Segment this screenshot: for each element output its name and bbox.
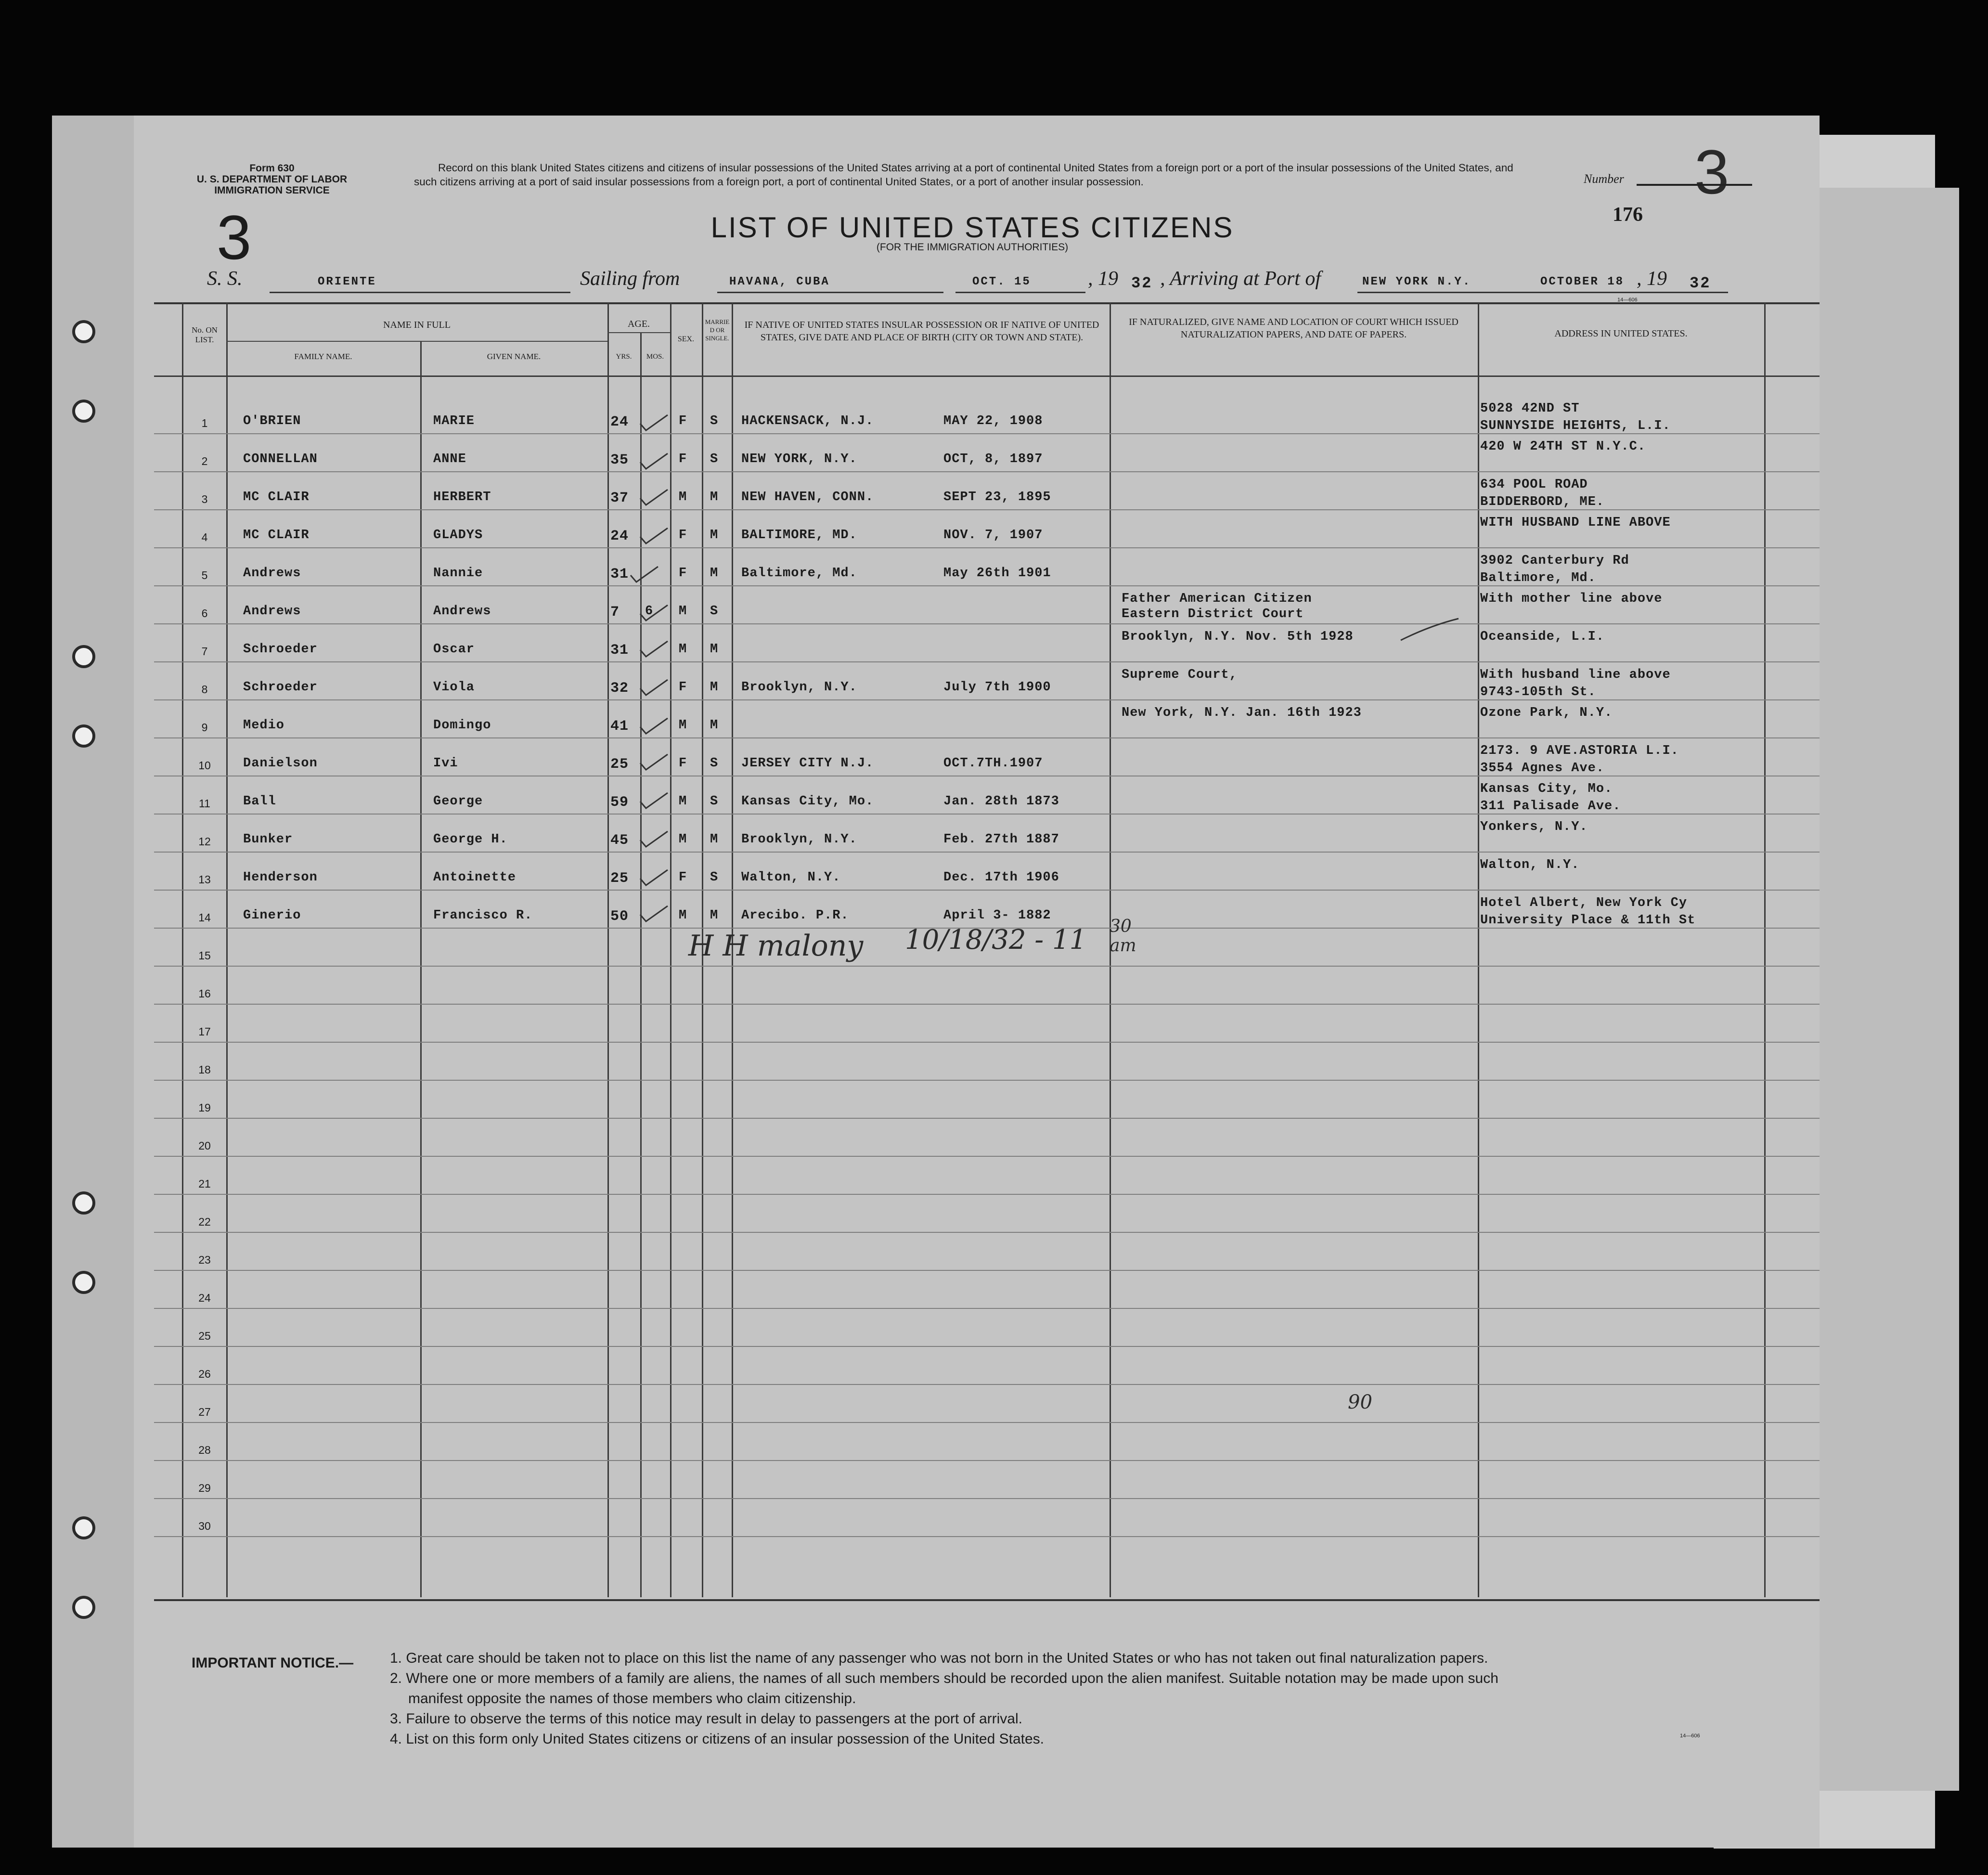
address-line-2: 311 Palisade Ave.	[1480, 799, 1621, 814]
sex: M	[679, 794, 687, 809]
row-line	[154, 966, 1820, 967]
row-number: 28	[198, 1444, 211, 1456]
marital-status: M	[710, 528, 719, 543]
birth-place: Baltimore, Md.	[741, 566, 857, 581]
row-number: 17	[198, 1025, 211, 1038]
address-line-1: 634 POOL ROAD	[1480, 478, 1588, 492]
birth-date: Dec. 17th 1906	[943, 870, 1059, 885]
age-years: 24	[610, 528, 629, 544]
marital-status: M	[710, 566, 719, 581]
given-name: Oscar	[433, 642, 475, 657]
row-number: 24	[198, 1292, 211, 1304]
stray-mark: 90	[1348, 1391, 1372, 1413]
row-line	[154, 1042, 1820, 1043]
row-line	[154, 1422, 1820, 1423]
row-number: 16	[198, 987, 211, 1000]
given-name: Francisco R.	[433, 908, 533, 923]
marital-status: M	[710, 490, 719, 504]
row-line	[154, 1270, 1820, 1271]
date-underline	[955, 292, 1085, 293]
row-line	[154, 1004, 1820, 1005]
row-number: 19	[198, 1101, 211, 1114]
birth-place: Arecibo. P.R.	[741, 908, 849, 923]
sex: M	[679, 832, 687, 847]
binder-hole	[72, 645, 95, 668]
given-name: MARIE	[433, 414, 475, 428]
row-number: 10	[198, 759, 211, 772]
row-line	[154, 661, 1820, 662]
row-line	[154, 1346, 1820, 1347]
age-years: 45	[610, 832, 629, 849]
department: U. S. DEPARTMENT OF LABOR	[196, 174, 348, 185]
marital-status: S	[710, 794, 719, 809]
header-divider	[154, 375, 1820, 377]
instruction-text: Record on this blank United States citizens and citizens of insular possessions of the United States arriving at a port of continental United States from a foreign port or a port of the insular possessions of the United States, and such citizens arriving at a port of said insular possessions from a foreign port, a port of continental United States, or a port of another insular possession.	[414, 162, 1513, 188]
print-code: 14—606	[1617, 297, 1638, 303]
birth-date: Jan. 28th 1873	[943, 794, 1059, 809]
address-line-2: SUNNYSIDE HEIGHTS, L.I.	[1480, 419, 1671, 433]
sailing-underline	[717, 292, 943, 293]
sex: M	[679, 908, 687, 923]
birth-date: OCT, 8, 1897	[943, 452, 1043, 466]
notice-label: IMPORTANT NOTICE.—	[192, 1655, 354, 1671]
address-line-1: 420 W 24TH ST N.Y.C.	[1480, 440, 1646, 454]
address-line-1: Walton, N.Y.	[1480, 858, 1580, 872]
row-line	[154, 699, 1820, 700]
given-name: Antoinette	[433, 870, 516, 885]
notice-item-2-cont: manifest opposite the names of those members who claim citizenship.	[408, 1691, 856, 1707]
row-line	[154, 852, 1820, 853]
row-number: 7	[201, 645, 208, 658]
handwritten-mark: 3	[217, 202, 252, 272]
family-name: Danielson	[243, 756, 318, 771]
row-number: 18	[198, 1063, 211, 1076]
col-divider	[1478, 302, 1479, 1597]
marital-status: M	[710, 908, 719, 923]
back-sheet-2	[1820, 188, 1959, 1791]
row-number: 14	[198, 911, 211, 924]
birth-place: JERSEY CITY N.J.	[741, 756, 874, 771]
form-block	[168, 163, 375, 196]
marital-status: S	[710, 414, 719, 428]
given-name: HERBERT	[433, 490, 491, 504]
header-no: No. ON LIST.	[192, 325, 218, 344]
sex: F	[679, 566, 687, 581]
header-given-name: GIVEN NAME.	[487, 352, 541, 361]
birth-place: Brooklyn, N.Y.	[741, 832, 857, 847]
row-line	[154, 471, 1820, 472]
family-name: Andrews	[243, 566, 301, 581]
marital-status: M	[710, 680, 719, 695]
binder-hole	[72, 1191, 95, 1215]
row-line	[154, 547, 1820, 548]
row-number: 5	[201, 569, 208, 582]
row-line	[154, 1194, 1820, 1195]
check-marks	[602, 404, 679, 934]
age-subheader-line	[607, 332, 670, 333]
naturalization-line-1: New York, N.Y. Jan. 16th 1923	[1122, 706, 1362, 720]
row-line	[154, 1080, 1820, 1081]
birth-date: NOV. 7, 1907	[943, 528, 1043, 543]
age-years: 37	[610, 490, 629, 506]
row-line	[154, 1308, 1820, 1309]
row-line	[154, 1384, 1820, 1385]
marital-status: M	[710, 832, 719, 847]
header-address: ADDRESS IN UNITED STATES.	[1554, 328, 1688, 339]
birth-date: July 7th 1900	[943, 680, 1051, 695]
notice-item-4: 4. List on this form only United States citizens or citizens of an insular possession of the United States.	[390, 1731, 1045, 1747]
service: IMMIGRATION SERVICE	[214, 185, 330, 196]
number-underline	[1637, 184, 1752, 186]
row-line	[154, 1460, 1820, 1461]
arrival-port: NEW YORK N.Y.	[1362, 275, 1472, 288]
naturalization-line-2: Eastern District Court	[1122, 607, 1304, 621]
family-name: Bunker	[243, 832, 293, 847]
birth-place: Walton, N.Y.	[741, 870, 841, 885]
row-line	[154, 1156, 1820, 1157]
row-line	[154, 1232, 1820, 1233]
address-line-1: Kansas City, Mo.	[1480, 782, 1613, 796]
sex: F	[679, 452, 687, 466]
birth-date: April 3- 1882	[943, 908, 1051, 923]
binding-edge	[52, 116, 134, 1848]
family-name: Andrews	[243, 604, 301, 619]
header-sex: SEX.	[677, 335, 695, 343]
marital-status: S	[710, 756, 719, 771]
birth-place: HACKENSACK, N.J.	[741, 414, 874, 428]
given-name: George	[433, 794, 483, 809]
row-number: 26	[198, 1368, 211, 1380]
binder-hole	[72, 320, 95, 343]
sex: M	[679, 604, 687, 619]
address-line-1: With mother line above	[1480, 592, 1663, 606]
address-line-2: 3554 Agnes Ave.	[1480, 761, 1605, 776]
arrival-year-prefix: , 19	[1637, 268, 1667, 290]
binder-hole	[72, 1596, 95, 1619]
arrival-year: 32	[1690, 274, 1711, 292]
address-line-1: Yonkers, N.Y.	[1480, 820, 1588, 834]
header-birth: IF NATIVE OF UNITED STATES INSULAR POSSESSION OR IF NATIVE OF UNITED STATES, GIVE DATE AND PLACE OF BIRTH (CITY OR TOWN AND STATE).	[744, 320, 1099, 343]
age-years: 25	[610, 756, 629, 773]
row-number: 21	[198, 1177, 211, 1190]
page-subtitle: (FOR THE IMMIGRATION AUTHORITIES)	[876, 242, 1069, 253]
age-years: 59	[610, 794, 629, 811]
row-number: 23	[198, 1254, 211, 1266]
row-line	[154, 1536, 1820, 1537]
binder-hole	[72, 1516, 95, 1539]
marital-status: M	[710, 718, 719, 733]
sailing-label: Sailing from	[580, 268, 680, 290]
age-months: 6	[645, 604, 654, 619]
family-name: Ginerio	[243, 908, 301, 923]
inspection-date: 10/18/32 - 11	[905, 924, 1087, 956]
row-number: 8	[201, 683, 208, 696]
notice-item-2: 2. Where one or more members of a family are aliens, the names of all such members should be recorded upon the alien manifest. Suitable notation may be made upon such	[390, 1670, 1498, 1686]
birth-date: OCT.7TH.1907	[943, 756, 1043, 771]
number-value: 3	[1694, 137, 1730, 207]
sailing-year: 32	[1131, 274, 1153, 292]
naturalization-line-1: Father American Citizen	[1122, 592, 1312, 606]
row-number: 9	[201, 721, 208, 734]
given-name: Domingo	[433, 718, 491, 733]
address-line-1: Hotel Albert, New York Cy	[1480, 896, 1688, 910]
marital-status: S	[710, 870, 719, 885]
row-number: 22	[198, 1216, 211, 1228]
arrival-date: OCTOBER 18	[1540, 275, 1625, 288]
row-number: 30	[198, 1520, 211, 1532]
binder-hole	[72, 400, 95, 423]
row-number: 29	[198, 1482, 211, 1494]
birth-date: May 26th 1901	[943, 566, 1051, 581]
header-yrs: YRS.	[616, 353, 632, 361]
family-name: MC CLAIR	[243, 528, 310, 543]
year-prefix: , 19	[1088, 268, 1118, 290]
port-underline	[1357, 292, 1728, 293]
family-name: Medio	[243, 718, 285, 733]
given-name: Nannie	[433, 566, 483, 581]
row-number: 12	[198, 835, 211, 848]
age-years: 50	[610, 908, 629, 925]
row-number: 2	[201, 455, 208, 467]
birth-date: SEPT 23, 1895	[943, 490, 1051, 504]
sex: M	[679, 718, 687, 733]
sex: M	[679, 642, 687, 657]
address-line-2: University Place & 11th St	[1480, 913, 1696, 928]
family-name: MC CLAIR	[243, 490, 310, 504]
row-line	[154, 623, 1820, 624]
row-line	[154, 509, 1820, 510]
page-number: 176	[1613, 204, 1643, 226]
address-line-1: With husband line above	[1480, 668, 1671, 682]
notice-item-1: 1. Great care should be taken not to place on this list the name of any passenger who was not born in the United States or who has not taken out final naturalization papers.	[390, 1650, 1488, 1666]
sex: M	[679, 490, 687, 504]
row-line	[154, 585, 1820, 586]
age-years: 31	[610, 642, 629, 659]
name-subheader-line	[226, 341, 607, 342]
age-years: 24	[610, 414, 629, 430]
row-line	[154, 433, 1820, 434]
address-line-2: 9743-105th St.	[1480, 685, 1596, 699]
court-check	[1396, 616, 1463, 645]
birth-date: MAY 22, 1908	[943, 414, 1043, 428]
inspector-signature: H H malony	[688, 929, 864, 963]
birth-date: Feb. 27th 1887	[943, 832, 1059, 847]
row-number: 15	[198, 949, 211, 962]
birth-place: Brooklyn, N.Y.	[741, 680, 857, 695]
header-naturalized: IF NATURALIZED, GIVE NAME AND LOCATION OF COURT WHICH ISSUED NATURALIZATION PAPERS, AND DATE OF PAPERS.	[1129, 317, 1459, 340]
given-name: ANNE	[433, 452, 466, 466]
marital-status: S	[710, 452, 719, 466]
row-number: 1	[201, 417, 208, 429]
row-number: 13	[198, 873, 211, 886]
address-line-1: WITH HUSBAND LINE ABOVE	[1480, 516, 1671, 530]
row-line	[154, 737, 1820, 738]
col-divider	[420, 342, 422, 1597]
given-name: GLADYS	[433, 528, 483, 543]
row-number: 11	[199, 797, 210, 810]
col-divider	[1764, 302, 1766, 1597]
sex: F	[679, 680, 687, 695]
sex: F	[679, 528, 687, 543]
marital-status: M	[710, 642, 719, 657]
row-line	[154, 890, 1820, 891]
header-married: MARRIED OR SINGLE.	[705, 318, 730, 342]
row-number: 25	[198, 1330, 211, 1342]
header-name-in-full: NAME IN FULL	[383, 320, 451, 330]
birth-place: NEW HAVEN, CONN.	[741, 490, 874, 504]
given-name: George H.	[433, 832, 508, 847]
naturalization-line-1: Brooklyn, N.Y. Nov. 5th 1928	[1122, 630, 1354, 644]
binder-hole	[72, 724, 95, 748]
page-title: LIST OF UNITED STATES CITIZENS	[710, 211, 1234, 244]
age-years: 41	[610, 718, 629, 735]
given-name: Andrews	[433, 604, 491, 619]
family-name: O'BRIEN	[243, 414, 301, 428]
header-mos: MOS.	[646, 353, 664, 361]
row-line	[154, 1118, 1820, 1119]
age-years: 31	[610, 566, 629, 582]
col-divider	[226, 302, 228, 1597]
sex: F	[679, 414, 687, 428]
row-number: 6	[201, 607, 208, 620]
given-name: Viola	[433, 680, 475, 695]
naturalization-line-1: Supreme Court,	[1122, 668, 1238, 682]
ship-underline	[270, 292, 570, 293]
address-line-1: Ozone Park, N.Y.	[1480, 706, 1613, 720]
sailing-from: HAVANA, CUBA	[729, 275, 830, 288]
sex: F	[679, 870, 687, 885]
family-name: Schroeder	[243, 642, 318, 657]
birth-place: NEW YORK, N.Y.	[741, 452, 857, 466]
header-family-name: FAMILY NAME.	[294, 352, 352, 361]
family-name: Schroeder	[243, 680, 318, 695]
header-age: AGE.	[627, 319, 650, 329]
family-name: CONNELLAN	[243, 452, 318, 466]
ss-label: S. S.	[207, 268, 243, 290]
address-line-2: BIDDERBORD, ME.	[1480, 495, 1605, 509]
row-line	[154, 1498, 1820, 1499]
age-years: 7	[610, 604, 620, 621]
row-line	[154, 814, 1820, 815]
family-name: Henderson	[243, 870, 318, 885]
row-number: 27	[198, 1406, 211, 1418]
family-name: Ball	[243, 794, 276, 809]
address-line-1: 5028 42ND ST	[1480, 401, 1580, 416]
birth-place: BALTIMORE, MD.	[741, 528, 857, 543]
birth-place: Kansas City, Mo.	[741, 794, 874, 809]
marital-status: S	[710, 604, 719, 619]
age-years: 32	[610, 680, 629, 697]
age-years: 35	[610, 452, 629, 468]
sailing-date: OCT. 15	[972, 275, 1031, 288]
ship-name: ORIENTE	[318, 275, 376, 288]
row-number: 3	[201, 493, 208, 505]
binder-hole	[72, 1271, 95, 1294]
inspection-time: 30 am	[1110, 917, 1136, 956]
given-name: Ivi	[433, 756, 458, 771]
age-years: 25	[610, 870, 629, 887]
arriving-label: , Arriving at Port of	[1160, 268, 1321, 290]
number-label: Number	[1584, 172, 1624, 186]
sex: F	[679, 756, 687, 771]
form-number: Form 630	[249, 163, 295, 174]
row-number: 4	[201, 531, 208, 543]
notice-code: 14—606	[1680, 1733, 1700, 1739]
notice-item-3: 3. Failure to observe the terms of this notice may result in delay to passengers at the port of arrival.	[390, 1711, 1022, 1727]
address-line-1: Oceanside, L.I.	[1480, 630, 1605, 644]
address-line-1: 2173. 9 AVE.ASTORIA L.I.	[1480, 744, 1679, 758]
address-line-2: Baltimore, Md.	[1480, 571, 1596, 585]
row-number: 20	[198, 1139, 211, 1152]
address-line-1: 3902 Canterbury Rd	[1480, 554, 1629, 568]
